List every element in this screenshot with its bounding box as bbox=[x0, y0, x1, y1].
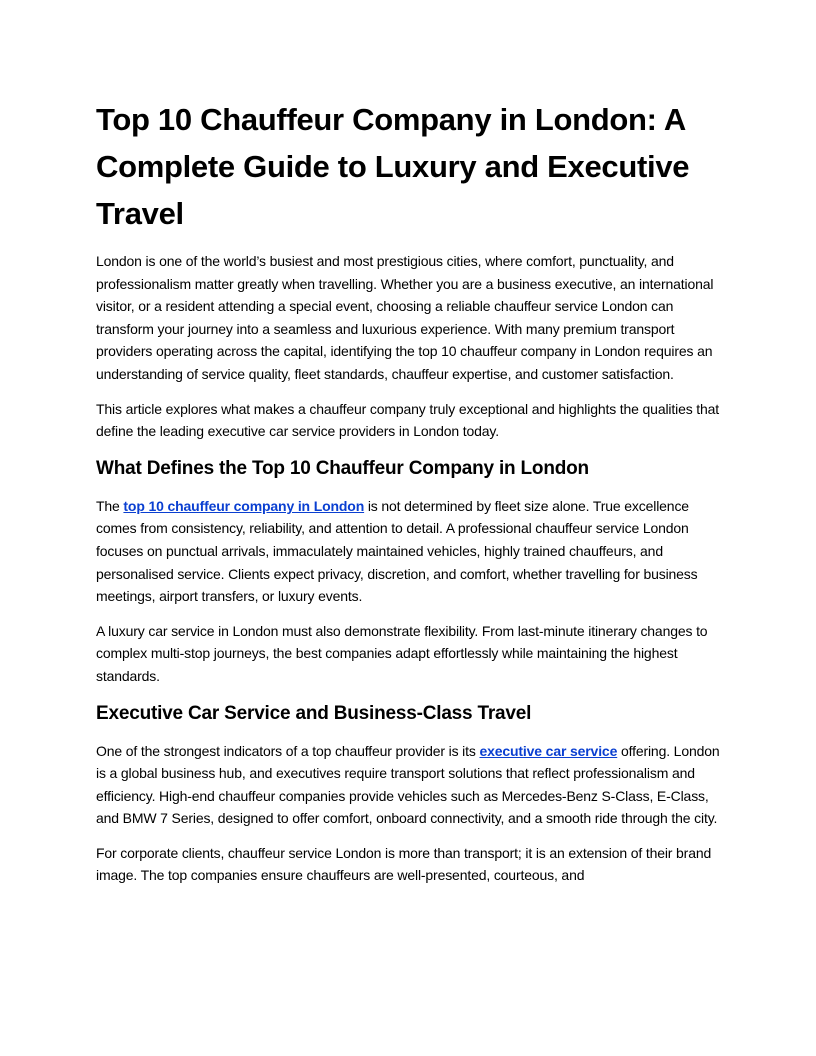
intro-paragraph-2: This article explores what makes a chauffeur company truly exceptional and highlights the qualities that define the leading executive car service providers in London today. bbox=[96, 400, 720, 440]
top-10-chauffeur-link[interactable]: top 10 chauffeur company in London bbox=[123, 497, 365, 514]
section-heading-executive-car-service: Executive Car Service and Business-Class Travel bbox=[96, 702, 532, 724]
page-title: Top 10 Chauffeur Company in London: A Complete Guide to Luxury and Executive Travel bbox=[96, 102, 690, 231]
section2-paragraph-1 bbox=[96, 740, 720, 830]
section1-paragraph-2: A luxury car service in London must also demonstrate flexibility. From last-minute itinerary changes to complex multi-stop journeys, the best companies adapt effortlessly while maintaining the highest standards. bbox=[96, 622, 708, 684]
section-heading-what-defines: What Defines the Top 10 Chauffeur Company in London bbox=[96, 457, 589, 479]
section2-p1-after: offering. London is a global business hub, and executives require transport solutions that reflect professionalism and efficiency. High-end chauffeur companies provide vehicles such as Mercedes-Benz S-Class, E-Class, and BMW 7 Series, designed to offer comfort, onboard connectivity, and a smooth ride through the city. bbox=[96, 742, 720, 827]
intro-paragraph-1: London is one of the world’s busiest and most prestigious cities, where comfort, punctuality, and professionalism matter greatly when travelling. Whether you are a business executive, an international visitor, or a resident attending a special event, choosing a reliable chauffeur service London can transform your journey into a seamless and luxurious experience. With many premium transport providers operating across the capital, identifying the top 10 chauffeur company in London requires an understanding of service quality, fleet standards, chauffeur expertise, and customer satisfaction. bbox=[96, 253, 714, 382]
section1-paragraph-1 bbox=[96, 495, 720, 608]
section1-p1-after: is not determined by fleet size alone. True excellence comes from consistency, reliability, and attention to detail. A professional chauffeur service London focuses on punctual arrivals, immaculately maintained vehicles, highly trained chauffeurs, and personalised service. Clients expect privacy, discretion, and comfort, whether travelling for business meetings, airport transfers, or luxury events. bbox=[96, 497, 698, 605]
executive-car-service-link[interactable]: executive car service bbox=[479, 742, 618, 759]
document-page bbox=[96, 96, 720, 899]
section2-p1-before: One of the strongest indicators of a top chauffeur provider is its bbox=[96, 742, 480, 759]
section1-p1-before: The bbox=[96, 497, 124, 514]
section2-paragraph-2: For corporate clients, chauffeur service London is more than transport; it is an extension of their brand image. The top companies ensure chauffeurs are well-presented, courteous, and bbox=[96, 844, 712, 884]
